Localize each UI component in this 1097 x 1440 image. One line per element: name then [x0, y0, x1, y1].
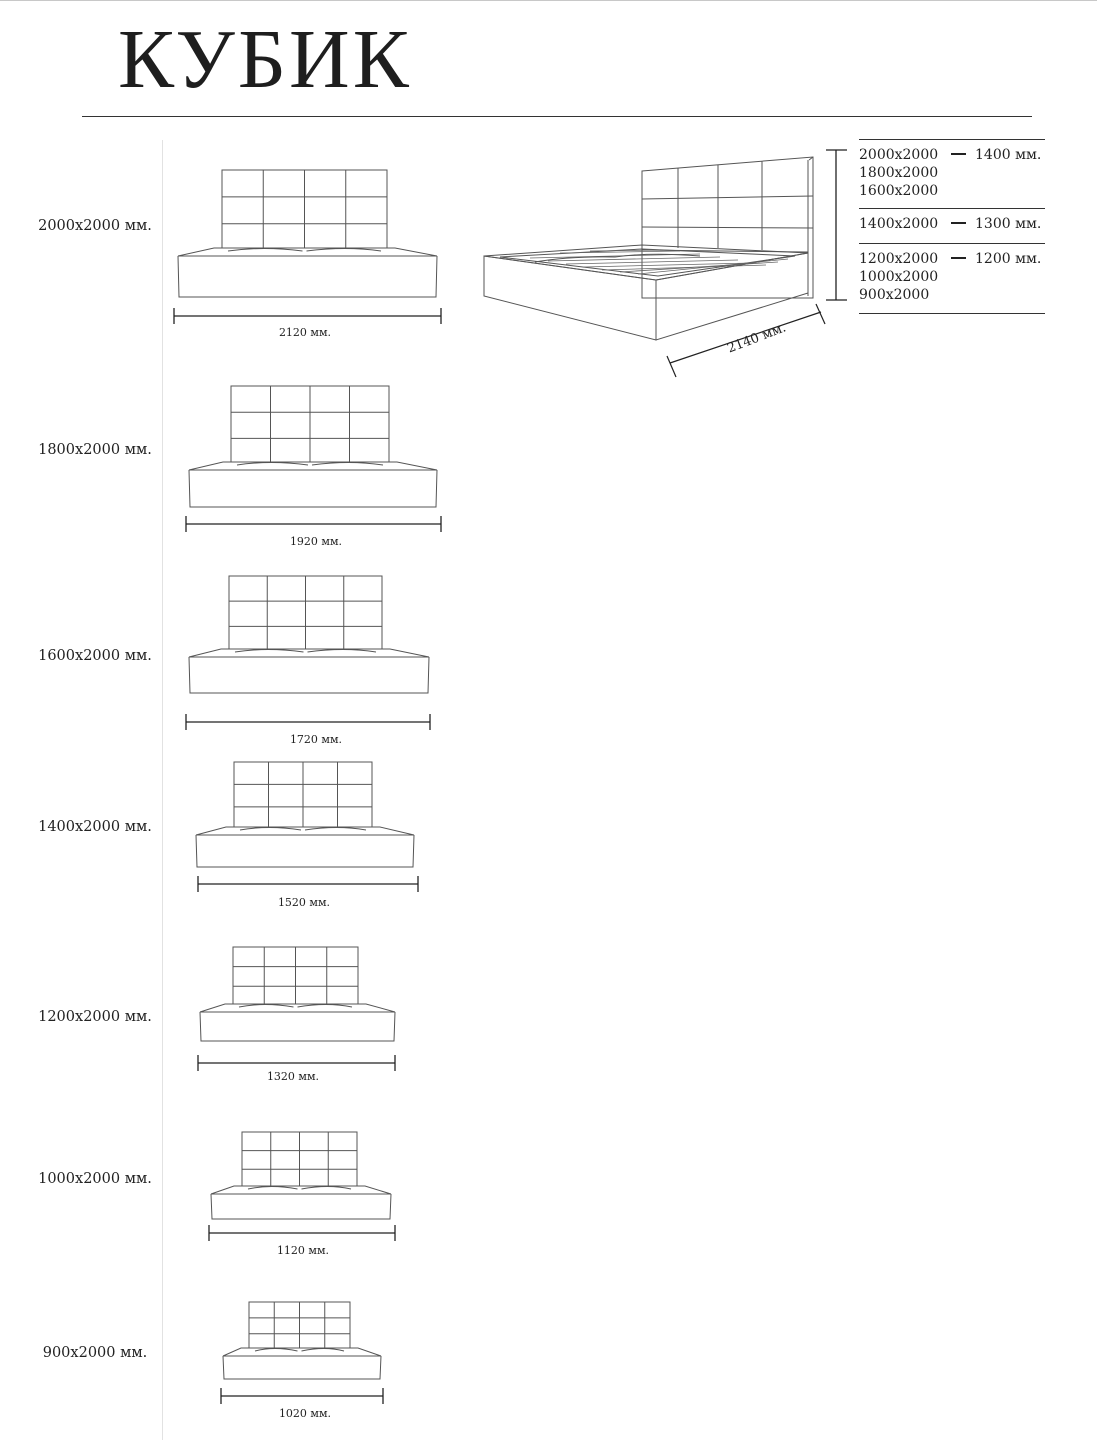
width-dimension: [174, 308, 441, 324]
frame-body: [211, 1194, 391, 1219]
frame-body: [178, 256, 437, 297]
mattress-curve: [228, 249, 303, 252]
frame-top: [196, 827, 414, 835]
width-dimension: [198, 1055, 395, 1071]
width-dimension: [198, 876, 418, 892]
dash: [951, 153, 966, 155]
width-label-1000: 1120 мм.: [276, 1244, 330, 1257]
width-label-900: 1020 мм.: [278, 1407, 332, 1420]
width-label-1600: 1720 мм.: [289, 733, 343, 746]
frame-top: [189, 462, 437, 470]
mattress-curve: [255, 1349, 298, 1352]
mattress-curve: [239, 1005, 294, 1008]
height-group-3-value: 1200 мм.: [975, 251, 1042, 267]
perspective-bed: [484, 157, 813, 340]
width-label-1800: 1920 мм.: [289, 535, 343, 548]
mattress-curve: [298, 1005, 353, 1008]
front-bed-4: [198, 947, 395, 1071]
width-dimension: [221, 1388, 383, 1404]
frame-body: [196, 835, 414, 867]
height-group-3-size-3: 900х2000: [859, 287, 930, 303]
mattress-curve: [302, 1349, 345, 1352]
height-group-3-size-2: 1000х2000: [859, 269, 939, 285]
mattress-curve: [308, 650, 377, 653]
height-dimension: [826, 150, 847, 300]
frame-top: [200, 1004, 395, 1012]
frame-body: [223, 1356, 381, 1379]
height-group-1-value: 1400 мм.: [975, 147, 1042, 163]
height-group-2-value: 1300 мм.: [975, 216, 1042, 232]
height-group-1-size-3: 1600х2000: [859, 183, 939, 199]
mattress-curve: [302, 1187, 352, 1190]
width-label-2000: 2120 мм.: [278, 326, 332, 339]
frame-body: [189, 657, 429, 693]
size-label-900: 900х2000 мм.: [42, 1345, 148, 1361]
table-rule: [859, 313, 1045, 314]
mattress-curve: [307, 249, 382, 252]
mattress-curve: [235, 650, 304, 653]
frame-top: [211, 1186, 391, 1194]
mattress-curve: [312, 463, 383, 466]
mattress-curve: [240, 828, 301, 831]
mattress-curve: [248, 1187, 298, 1190]
width-dimension: [186, 714, 430, 730]
frame-body: [200, 1012, 395, 1041]
width-dimension: [209, 1225, 395, 1241]
front-view-beds: [174, 170, 441, 1404]
frame-top: [189, 649, 429, 657]
mattress-curve: [305, 828, 366, 831]
table-rule: [859, 208, 1045, 209]
front-bed-5: [209, 1132, 395, 1241]
size-label-1400: 1400х2000 мм.: [38, 819, 152, 835]
front-bed-2: [186, 576, 430, 730]
size-label-2000: 2000х2000 мм.: [38, 218, 152, 234]
height-group-3-size-1: 1200х2000: [859, 251, 939, 267]
size-label-1000: 1000х2000 мм.: [38, 1171, 152, 1187]
width-label-1200: 1320 мм.: [266, 1070, 320, 1083]
height-group-1-size-1: 2000х2000: [859, 147, 939, 163]
mattress-curve: [237, 463, 308, 466]
length-label: 2140 мм.: [725, 320, 789, 357]
dash: [951, 222, 966, 224]
table-rule: [859, 243, 1045, 244]
front-bed-6: [221, 1302, 383, 1404]
height-group-1-size-2: 1800х2000: [859, 165, 939, 181]
frame-body: [189, 470, 437, 507]
size-label-1800: 1800х2000 мм.: [38, 442, 152, 458]
front-bed-3: [196, 762, 418, 892]
width-label-1400: 1520 мм.: [277, 896, 331, 909]
size-label-1200: 1200х2000 мм.: [38, 1009, 152, 1025]
dash: [951, 257, 966, 259]
table-rule: [859, 139, 1045, 140]
front-bed-1: [186, 386, 441, 532]
height-group-2-size-1: 1400х2000: [859, 216, 939, 232]
page-title: КУБИК: [118, 13, 412, 106]
frame-top: [223, 1348, 381, 1356]
size-label-1600: 1600х2000 мм.: [38, 648, 152, 664]
width-dimension: [186, 516, 441, 532]
frame-top: [178, 248, 437, 256]
front-bed-0: [174, 170, 441, 324]
